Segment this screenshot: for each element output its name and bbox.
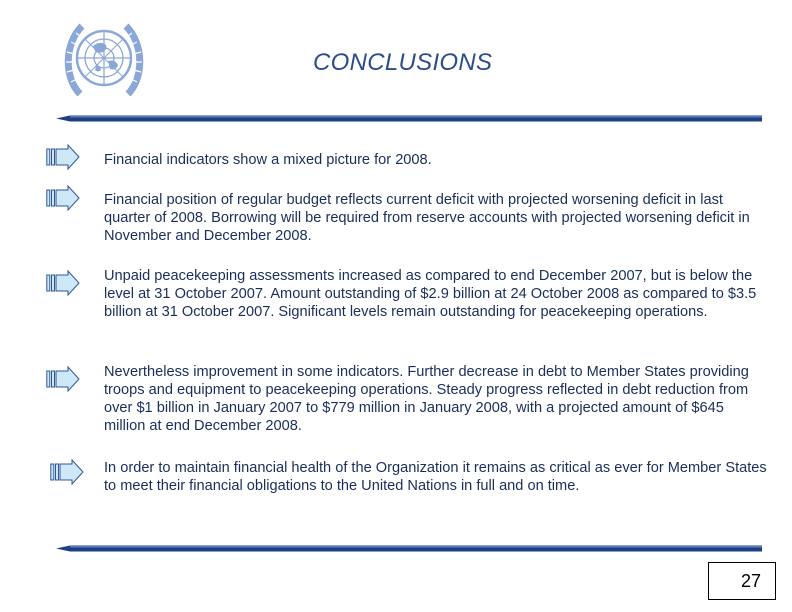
page-number-label: 27 — [740, 570, 761, 591]
bottom-divider — [56, 545, 762, 552]
arrow-right-icon — [46, 185, 80, 211]
bullet-text: In order to maintain financial health of the Organization it remains as critical as ever for Member States to meet their financial obligations to the United Nations in full and on time. — [104, 460, 767, 494]
page-title: CONCLUSIONS — [313, 49, 493, 76]
arrow-right-icon — [46, 366, 80, 392]
bullet-text: Financial position of regular budget reflects current deficit with projected worsening deficit in last quarter of 2008. Borrowing will be required from reserve accounts with projected worsening deficit in November and December 2008. — [104, 192, 750, 244]
top-divider — [56, 115, 762, 122]
bullet-text: Financial indicators show a mixed picture for 2008. — [104, 152, 432, 168]
bullet-text: Unpaid peacekeeping assessments increased as compared to end December 2007, but is below the level at 31 October 2007. Amount outstanding of $2.9 billion at 24 October 2008 as compared to $3.5 billion at 31 October 2007. Significant levels remain outstanding for peacekeeping operations. — [104, 268, 757, 320]
un-emblem-icon — [58, 16, 150, 102]
arrow-right-icon — [46, 144, 80, 170]
bullet-text: Nevertheless improvement in some indicators. Further decrease in debt to Member States providing troops and equipment to peacekeeping operations. Steady progress reflected in debt reduction from over $1 billion in January 2007 to $779 million in January 2008, with a projected amount of $645 million at end December 2008. — [104, 364, 749, 434]
page-number — [708, 562, 776, 600]
arrow-right-icon — [50, 459, 84, 485]
arrow-right-icon — [46, 270, 80, 296]
